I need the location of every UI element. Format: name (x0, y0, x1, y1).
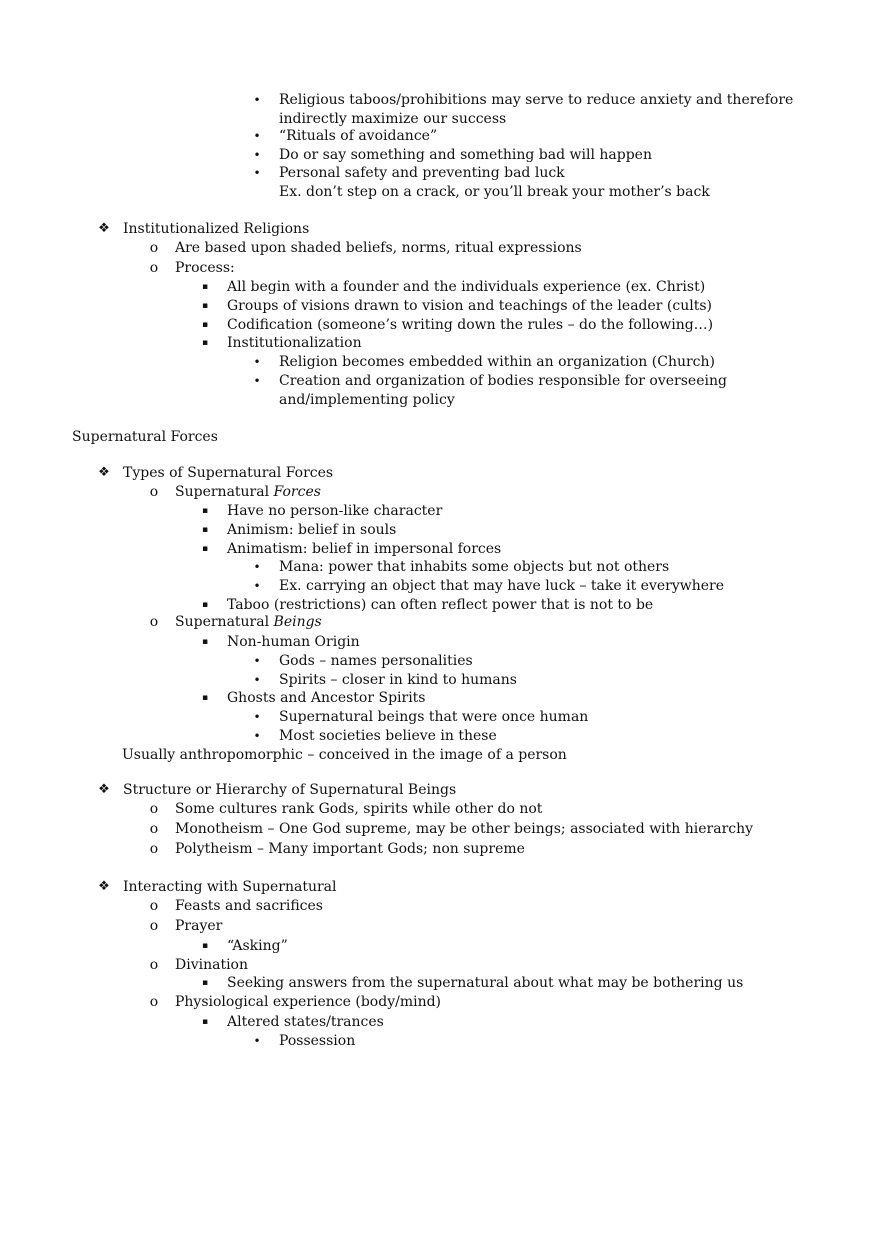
bullet-dot: • (253, 654, 261, 668)
list-item: Prayer (175, 918, 223, 934)
list-item: Polytheism – Many important Gods; non supreme (175, 841, 525, 857)
bullet-dot: • (253, 129, 261, 143)
list-item: Some cultures rank Gods, spirits while other do not (175, 801, 543, 817)
list-heading: Types of Supernatural Forces (123, 465, 334, 481)
list-heading: Institutionalized Religions (123, 221, 310, 237)
bullet-dot: • (253, 93, 261, 107)
bullet-square: ▪ (201, 282, 209, 292)
list-item: Most societies believe in these (279, 728, 497, 744)
bullet-circle: o (149, 957, 159, 973)
emphasis-text: Beings (273, 614, 322, 630)
list-item: Religious taboos/prohibitions may serve to reduce anxiety and therefore (279, 92, 794, 108)
list-item: “Rituals of avoidance” (279, 128, 438, 144)
bullet-square: ▪ (201, 338, 209, 348)
list-item-continuation: Ex. don’t step on a crack, or you’ll break your mother’s back (279, 184, 710, 200)
list-item: Divination (175, 957, 249, 973)
list-item: All begin with a founder and the individuals experience (ex. Christ) (227, 279, 706, 295)
list-item: Creation and organization of bodies responsible for overseeing (279, 373, 727, 389)
list-heading: Structure or Hierarchy of Supernatural Beings (123, 782, 457, 798)
bullet-square: ▪ (201, 1017, 209, 1027)
list-item: Non-human Origin (227, 634, 360, 650)
list-item: Altered states/trances (227, 1014, 384, 1030)
bullet-square: ▪ (201, 637, 209, 647)
bullet-diamond: ❖ (98, 221, 110, 236)
list-item: “Asking” (227, 938, 288, 954)
list-item: Process: (175, 260, 235, 276)
bullet-dot: • (253, 355, 261, 369)
section-title: Supernatural Forces (72, 429, 218, 445)
list-item: Animism: belief in souls (227, 522, 397, 538)
bullet-dot: • (253, 579, 261, 593)
list-item: Do or say something and something bad will happen (279, 147, 652, 163)
list-item: Spirits – closer in kind to humans (279, 672, 517, 688)
bullet-circle: o (149, 994, 159, 1010)
bullet-dot: • (253, 560, 261, 574)
bullet-dot: • (253, 166, 261, 180)
bullet-circle: o (149, 801, 159, 817)
bullet-square: ▪ (201, 525, 209, 535)
list-item: Gods – names personalities (279, 653, 473, 669)
list-item-continuation: indirectly maximize our success (279, 111, 507, 127)
list-item: Ex. carrying an object that may have luck – take it everywhere (279, 578, 725, 594)
bullet-circle: o (149, 240, 159, 256)
bullet-dot: • (253, 374, 261, 388)
bullet-dot: • (253, 710, 261, 724)
list-item: Seeking answers from the supernatural about what may be bothering us (227, 975, 744, 991)
bullet-square: ▪ (201, 941, 209, 951)
list-item-continuation: and/implementing policy (279, 392, 455, 408)
list-item-text: Supernatural (175, 614, 274, 630)
bullet-dot: • (253, 1034, 261, 1048)
bullet-circle: o (149, 260, 159, 276)
bullet-circle: o (149, 484, 159, 500)
bullet-dot: • (253, 148, 261, 162)
list-item-text: Supernatural (175, 484, 274, 500)
bullet-square: ▪ (201, 301, 209, 311)
bullet-dot: • (253, 673, 261, 687)
list-item: Religion becomes embedded within an organization (Church) (279, 354, 715, 370)
list-item: Groups of visions drawn to vision and teachings of the leader (cults) (227, 298, 712, 314)
bullet-square: ▪ (201, 506, 209, 516)
bullet-circle: o (149, 841, 159, 857)
emphasis-text: Forces (273, 484, 321, 500)
bullet-square: ▪ (201, 600, 209, 610)
note-text: Usually anthropomorphic – conceived in the image of a person (122, 747, 567, 763)
bullet-diamond: ❖ (98, 879, 110, 894)
list-item: Animatism: belief in impersonal forces (227, 541, 502, 557)
list-item: Feasts and sacrifices (175, 898, 323, 914)
bullet-circle: o (149, 918, 159, 934)
list-item: Mana: power that inhabits some objects but not others (279, 559, 670, 575)
bullet-circle: o (149, 614, 159, 630)
list-heading: Interacting with Supernatural (123, 879, 337, 895)
list-item: Physiological experience (body/mind) (175, 994, 442, 1010)
bullet-square: ▪ (201, 320, 209, 330)
bullet-square: ▪ (201, 544, 209, 554)
list-item: Ghosts and Ancestor Spirits (227, 690, 426, 706)
list-item (175, 613, 322, 631)
bullet-dot: • (253, 729, 261, 743)
bullet-square: ▪ (201, 693, 209, 703)
list-item: Monotheism – One God supreme, may be other beings; associated with hierarchy (175, 821, 754, 837)
list-item: Have no person-like character (227, 503, 443, 519)
list-item (175, 483, 321, 501)
list-item: Codification (someone’s writing down the rules – do the following…) (227, 317, 714, 333)
bullet-circle: o (149, 821, 159, 837)
bullet-diamond: ❖ (98, 465, 110, 480)
list-item: Taboo (restrictions) can often reflect power that is not to be (227, 597, 654, 613)
list-item: Personal safety and preventing bad luck (279, 165, 565, 181)
list-item: Are based upon shaded beliefs, norms, ritual expressions (175, 240, 582, 256)
list-item: Supernatural beings that were once human (279, 709, 589, 725)
bullet-square: ▪ (201, 978, 209, 988)
bullet-diamond: ❖ (98, 782, 110, 797)
list-item: Institutionalization (227, 335, 362, 351)
bullet-circle: o (149, 898, 159, 914)
list-item: Possession (279, 1033, 356, 1049)
